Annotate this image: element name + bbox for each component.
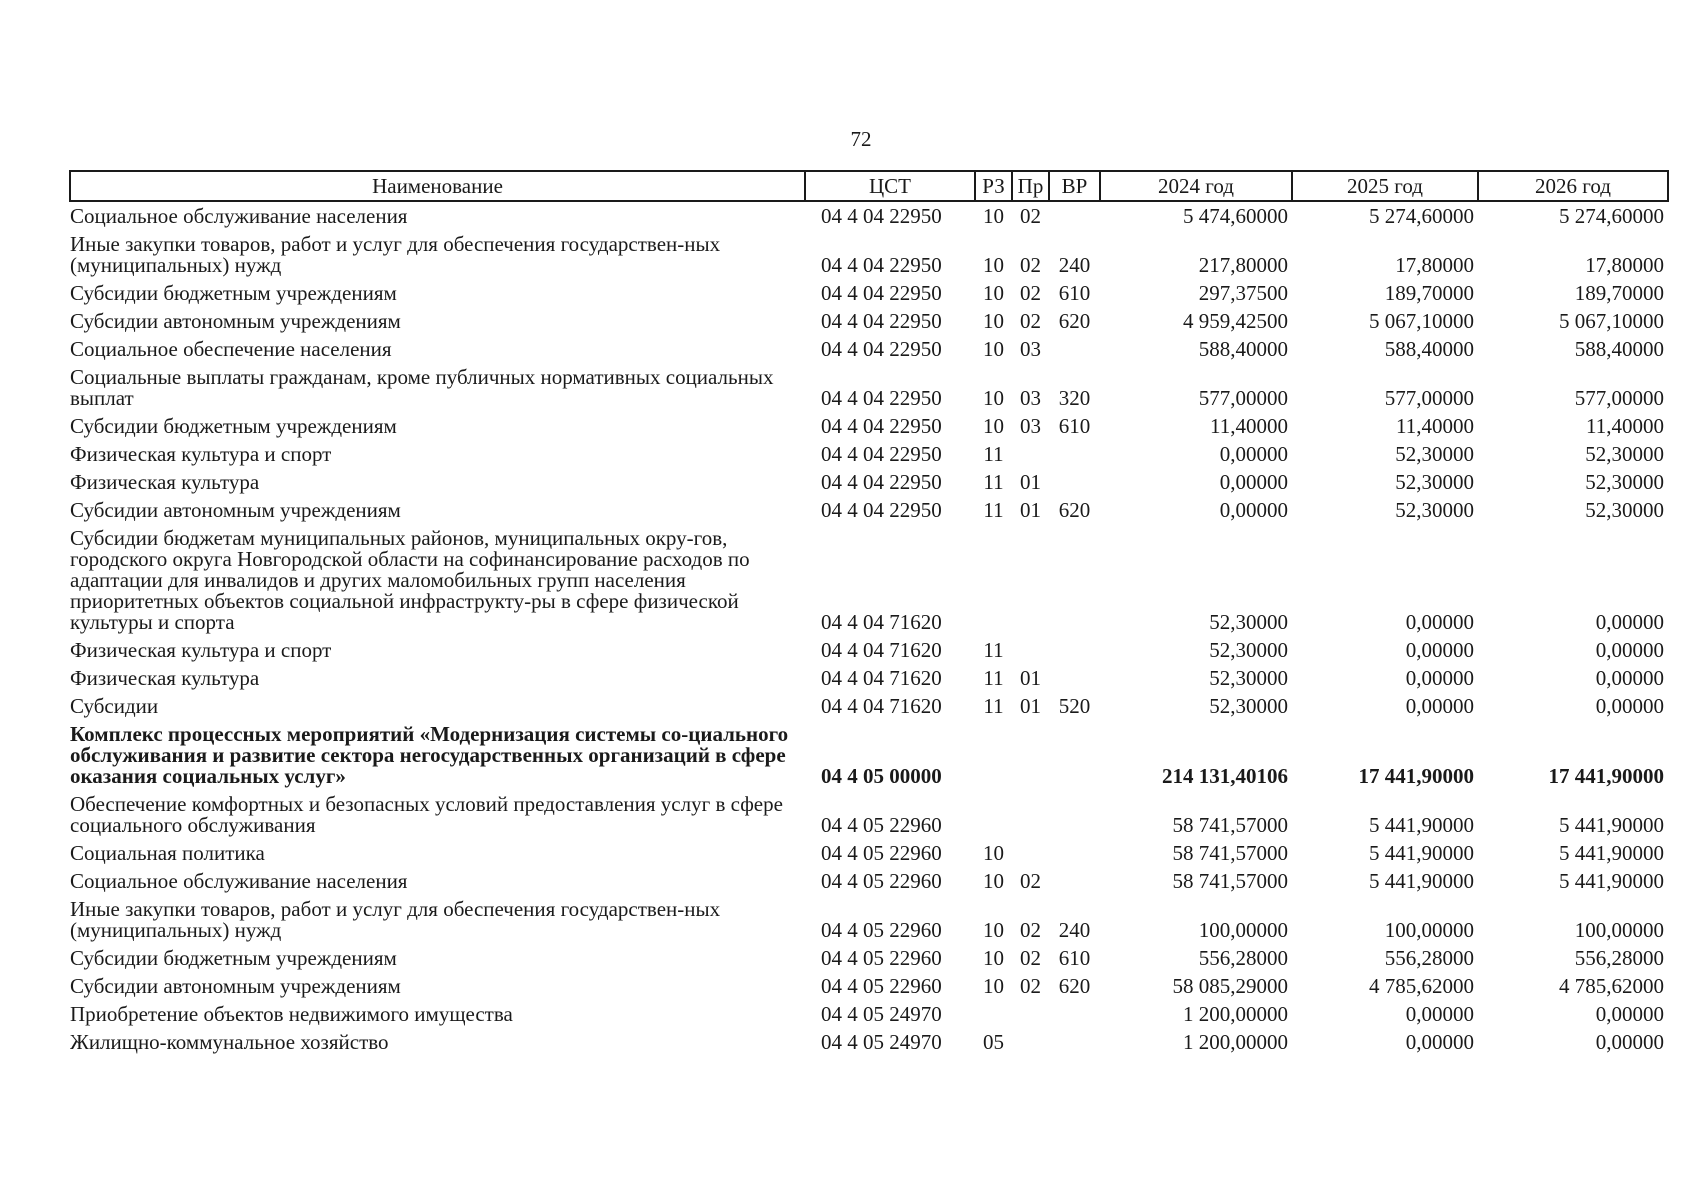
table-row bbox=[70, 1028, 1668, 1056]
cell-name: Субсидии бюджетным учреждениям bbox=[70, 946, 397, 970]
cell-2024: 556,28000 bbox=[1198, 946, 1288, 970]
cell-2025: 0,00000 bbox=[1405, 694, 1474, 718]
cell-rz: 10 bbox=[983, 841, 1004, 865]
table-row bbox=[70, 468, 1668, 496]
cell-cst: 04 4 05 22960 bbox=[821, 841, 942, 865]
table-row bbox=[70, 524, 1668, 636]
cell-2024: 52,30000 bbox=[1209, 610, 1288, 634]
cell-name: Жилищно-коммунальное хозяйство bbox=[70, 1030, 389, 1054]
cell-vr: 620 bbox=[1058, 309, 1091, 333]
cell-2024: 52,30000 bbox=[1209, 666, 1288, 690]
table-row bbox=[70, 692, 1668, 720]
cell-cst: 04 4 04 22950 bbox=[821, 414, 942, 438]
cell-cst: 04 4 04 71620 bbox=[821, 610, 942, 634]
header-2024: 2024 год bbox=[1100, 171, 1292, 201]
cell-2024: 100,00000 bbox=[1198, 918, 1288, 942]
cell-2026: 4 785,62000 bbox=[1559, 974, 1664, 998]
cell-cst: 04 4 05 22960 bbox=[821, 813, 942, 837]
cell-vr: 620 bbox=[1058, 498, 1091, 522]
cell-2025: 0,00000 bbox=[1405, 1030, 1474, 1054]
cell-name: Социальное обслуживание населения bbox=[70, 869, 408, 893]
cell-2024: 217,80000 bbox=[1198, 253, 1288, 277]
cell-vr bbox=[1049, 1028, 1100, 1056]
cell-2025: 556,28000 bbox=[1384, 946, 1474, 970]
cell-name: Субсидии автономным учреждениям bbox=[70, 498, 401, 522]
cell-pr: 01 bbox=[1020, 694, 1041, 718]
cell-name: Социальное обслуживание населения bbox=[70, 204, 408, 228]
cell-2026: 5 441,90000 bbox=[1559, 841, 1664, 865]
cell-vr bbox=[1049, 636, 1100, 664]
cell-2025: 4 785,62000 bbox=[1369, 974, 1474, 998]
cell-cst: 04 4 04 22950 bbox=[821, 498, 942, 522]
cell-name: Социальные выплаты гражданам, кроме публичных нормативных социальных выплат bbox=[70, 365, 774, 410]
cell-2026: 0,00000 bbox=[1595, 610, 1664, 634]
cell-2026: 17,80000 bbox=[1585, 253, 1664, 277]
cell-pr: 03 bbox=[1020, 414, 1041, 438]
cell-name: Приобретение объектов недвижимого имущества bbox=[70, 1002, 513, 1026]
cell-2024: 52,30000 bbox=[1209, 694, 1288, 718]
cell-cst: 04 4 05 22960 bbox=[821, 946, 942, 970]
cell-vr bbox=[1049, 440, 1100, 468]
cell-vr bbox=[1049, 468, 1100, 496]
cell-2025: 17 441,90000 bbox=[1358, 764, 1474, 788]
table-row bbox=[70, 440, 1668, 468]
cell-rz: 10 bbox=[983, 309, 1004, 333]
cell-2026: 52,30000 bbox=[1585, 470, 1664, 494]
cell-cst: 04 4 05 24970 bbox=[821, 1002, 942, 1026]
cell-2024: 0,00000 bbox=[1219, 498, 1288, 522]
cell-2025: 577,00000 bbox=[1384, 386, 1474, 410]
cell-2026: 588,40000 bbox=[1574, 337, 1664, 361]
cell-pr: 01 bbox=[1020, 666, 1041, 690]
cell-rz: 11 bbox=[983, 694, 1004, 718]
cell-2026: 0,00000 bbox=[1595, 666, 1664, 690]
table-row bbox=[70, 279, 1668, 307]
cell-vr bbox=[1049, 201, 1100, 230]
cell-2026: 0,00000 bbox=[1595, 694, 1664, 718]
cell-rz: 11 bbox=[983, 470, 1004, 494]
cell-2026: 556,28000 bbox=[1574, 946, 1664, 970]
table-row bbox=[70, 944, 1668, 972]
table-row bbox=[70, 201, 1668, 230]
cell-pr: 02 bbox=[1020, 281, 1041, 305]
cell-2024: 0,00000 bbox=[1219, 442, 1288, 466]
cell-rz: 10 bbox=[983, 869, 1004, 893]
cell-rz bbox=[975, 524, 1012, 636]
cell-2024: 297,37500 bbox=[1198, 281, 1288, 305]
table-row bbox=[70, 496, 1668, 524]
cell-2025: 11,40000 bbox=[1396, 414, 1474, 438]
cell-pr bbox=[1012, 720, 1049, 790]
budget-table bbox=[69, 170, 1669, 1056]
cell-2026: 189,70000 bbox=[1574, 281, 1664, 305]
cell-2026: 100,00000 bbox=[1574, 918, 1664, 942]
cell-2024: 58 741,57000 bbox=[1172, 813, 1288, 837]
cell-2026: 52,30000 bbox=[1585, 442, 1664, 466]
cell-name: Физическая культура и спорт bbox=[70, 442, 332, 466]
table-row bbox=[70, 664, 1668, 692]
cell-cst: 04 4 04 22950 bbox=[821, 281, 942, 305]
cell-rz bbox=[975, 1000, 1012, 1028]
cell-2024: 52,30000 bbox=[1209, 638, 1288, 662]
cell-name: Комплекс процессных мероприятий «Модернизация системы со-циального обслуживания и развитие сектора негосударственных организаций в сфере оказания социальных услуг» bbox=[70, 722, 789, 788]
header-vr: ВР bbox=[1049, 171, 1100, 201]
header-cst: ЦСТ bbox=[805, 171, 975, 201]
page-number: 72 bbox=[850, 127, 872, 151]
cell-2025: 52,30000 bbox=[1395, 442, 1474, 466]
cell-cst: 04 4 04 71620 bbox=[821, 638, 942, 662]
cell-pr: 02 bbox=[1020, 918, 1041, 942]
cell-2026: 577,00000 bbox=[1574, 386, 1664, 410]
cell-2025: 0,00000 bbox=[1405, 638, 1474, 662]
cell-2024: 5 474,60000 bbox=[1183, 204, 1288, 228]
cell-2024: 58 741,57000 bbox=[1172, 841, 1288, 865]
cell-name: Субсидии бюджетам муниципальных районов, муниципальных окру-гов, городского округа Новгородской области на софинансирование расходов по адаптации для инвалидов и других маломобильных групп населения приоритетных объектов социальной инфраструкту-ры в сфере физической культуры и спорта bbox=[70, 526, 750, 634]
cell-name: Физическая культура bbox=[70, 470, 260, 494]
table-row bbox=[70, 1000, 1668, 1028]
cell-name: Субсидии бюджетным учреждениям bbox=[70, 414, 397, 438]
cell-2025: 5 274,60000 bbox=[1369, 204, 1474, 228]
cell-2024: 11,40000 bbox=[1210, 414, 1288, 438]
cell-2025: 100,00000 bbox=[1384, 918, 1474, 942]
cell-vr bbox=[1049, 1000, 1100, 1028]
cell-pr: 03 bbox=[1020, 337, 1041, 361]
cell-2024: 214 131,40106 bbox=[1162, 764, 1288, 788]
table-row bbox=[70, 867, 1668, 895]
cell-cst: 04 4 05 00000 bbox=[821, 764, 942, 788]
header-row bbox=[70, 171, 1668, 201]
cell-name: Субсидии бюджетным учреждениям bbox=[70, 281, 397, 305]
cell-vr: 610 bbox=[1058, 281, 1091, 305]
cell-2024: 588,40000 bbox=[1198, 337, 1288, 361]
cell-name: Обеспечение комфортных и безопасных условий предоставления услуг в сфере социального обслуживания bbox=[70, 792, 783, 837]
cell-name: Иные закупки товаров, работ и услуг для обеспечения государствен-ных (муниципальных) нужд bbox=[70, 232, 721, 277]
cell-pr: 02 bbox=[1020, 946, 1041, 970]
table-row bbox=[70, 839, 1668, 867]
cell-rz: 10 bbox=[983, 946, 1004, 970]
header-rz: РЗ bbox=[975, 171, 1012, 201]
cell-cst: 04 4 05 22960 bbox=[821, 974, 942, 998]
cell-cst: 04 4 04 22950 bbox=[821, 442, 942, 466]
cell-name: Физическая культура bbox=[70, 666, 260, 690]
cell-pr: 02 bbox=[1020, 974, 1041, 998]
cell-rz: 10 bbox=[983, 253, 1004, 277]
table-row bbox=[70, 307, 1668, 335]
cell-pr bbox=[1012, 1028, 1049, 1056]
table-row bbox=[70, 636, 1668, 664]
cell-pr: 03 bbox=[1020, 386, 1041, 410]
cell-pr: 02 bbox=[1020, 869, 1041, 893]
cell-name: Иные закупки товаров, работ и услуг для обеспечения государствен-ных (муниципальных) нужд bbox=[70, 897, 721, 942]
cell-2025: 5 441,90000 bbox=[1369, 869, 1474, 893]
cell-2025: 5 441,90000 bbox=[1369, 841, 1474, 865]
cell-rz: 10 bbox=[983, 918, 1004, 942]
cell-rz: 10 bbox=[983, 386, 1004, 410]
cell-vr: 610 bbox=[1058, 946, 1091, 970]
cell-2025: 189,70000 bbox=[1384, 281, 1474, 305]
cell-name: Физическая культура и спорт bbox=[70, 638, 332, 662]
cell-2026: 5 441,90000 bbox=[1559, 869, 1664, 893]
cell-2025: 0,00000 bbox=[1405, 1002, 1474, 1026]
cell-rz: 10 bbox=[983, 414, 1004, 438]
cell-rz: 10 bbox=[983, 974, 1004, 998]
cell-vr bbox=[1049, 867, 1100, 895]
cell-2025: 0,00000 bbox=[1405, 610, 1474, 634]
cell-2024: 577,00000 bbox=[1198, 386, 1288, 410]
cell-pr bbox=[1012, 1000, 1049, 1028]
table-row bbox=[70, 412, 1668, 440]
header-pr: Пр bbox=[1012, 171, 1049, 201]
cell-rz bbox=[975, 790, 1012, 839]
cell-cst: 04 4 05 24970 bbox=[821, 1030, 942, 1054]
cell-pr bbox=[1012, 636, 1049, 664]
cell-rz: 10 bbox=[983, 337, 1004, 361]
cell-pr bbox=[1012, 440, 1049, 468]
cell-vr: 610 bbox=[1058, 414, 1091, 438]
cell-name: Субсидии автономным учреждениям bbox=[70, 309, 401, 333]
cell-2025: 5 441,90000 bbox=[1369, 813, 1474, 837]
cell-2024: 58 085,29000 bbox=[1172, 974, 1288, 998]
table-row bbox=[70, 363, 1668, 412]
cell-rz: 11 bbox=[983, 442, 1004, 466]
header-name: Наименование bbox=[70, 171, 805, 201]
cell-cst: 04 4 04 22950 bbox=[821, 470, 942, 494]
cell-2024: 1 200,00000 bbox=[1183, 1030, 1288, 1054]
cell-vr: 240 bbox=[1058, 918, 1091, 942]
cell-pr: 02 bbox=[1020, 204, 1041, 228]
table-body bbox=[70, 201, 1668, 1056]
cell-2025: 588,40000 bbox=[1384, 337, 1474, 361]
cell-name: Субсидии bbox=[70, 694, 159, 718]
table-row bbox=[70, 230, 1668, 279]
cell-2026: 0,00000 bbox=[1595, 1002, 1664, 1026]
cell-rz: 10 bbox=[983, 204, 1004, 228]
cell-2025: 5 067,10000 bbox=[1369, 309, 1474, 333]
cell-2026: 11,40000 bbox=[1586, 414, 1664, 438]
cell-cst: 04 4 04 22950 bbox=[821, 309, 942, 333]
cell-2024: 0,00000 bbox=[1219, 470, 1288, 494]
cell-pr: 02 bbox=[1020, 253, 1041, 277]
cell-cst: 04 4 04 22950 bbox=[821, 386, 942, 410]
cell-vr: 520 bbox=[1058, 694, 1091, 718]
cell-cst: 04 4 05 22960 bbox=[821, 869, 942, 893]
cell-pr: 01 bbox=[1020, 470, 1041, 494]
cell-rz: 11 bbox=[983, 638, 1004, 662]
cell-vr bbox=[1049, 839, 1100, 867]
cell-2026: 0,00000 bbox=[1595, 1030, 1664, 1054]
cell-name: Социальная политика bbox=[70, 841, 265, 865]
cell-pr bbox=[1012, 524, 1049, 636]
cell-vr bbox=[1049, 790, 1100, 839]
table-row bbox=[70, 720, 1668, 790]
cell-rz: 10 bbox=[983, 281, 1004, 305]
cell-vr bbox=[1049, 720, 1100, 790]
cell-2025: 17,80000 bbox=[1395, 253, 1474, 277]
table-row bbox=[70, 790, 1668, 839]
cell-2026: 0,00000 bbox=[1595, 638, 1664, 662]
cell-cst: 04 4 04 22950 bbox=[821, 337, 942, 361]
cell-2026: 5 067,10000 bbox=[1559, 309, 1664, 333]
cell-2025: 52,30000 bbox=[1395, 470, 1474, 494]
cell-cst: 04 4 04 22950 bbox=[821, 253, 942, 277]
cell-vr bbox=[1049, 335, 1100, 363]
cell-2026: 52,30000 bbox=[1585, 498, 1664, 522]
cell-vr: 620 bbox=[1058, 974, 1091, 998]
cell-2024: 58 741,57000 bbox=[1172, 869, 1288, 893]
cell-cst: 04 4 05 22960 bbox=[821, 918, 942, 942]
cell-pr bbox=[1012, 790, 1049, 839]
cell-vr bbox=[1049, 524, 1100, 636]
cell-vr bbox=[1049, 664, 1100, 692]
table-row bbox=[70, 335, 1668, 363]
cell-2026: 5 274,60000 bbox=[1559, 204, 1664, 228]
cell-cst: 04 4 04 71620 bbox=[821, 694, 942, 718]
header-2026: 2026 год bbox=[1478, 171, 1668, 201]
cell-cst: 04 4 04 22950 bbox=[821, 204, 942, 228]
cell-vr: 240 bbox=[1058, 253, 1091, 277]
cell-rz: 11 bbox=[983, 498, 1004, 522]
cell-name: Субсидии автономным учреждениям bbox=[70, 974, 401, 998]
cell-rz: 11 bbox=[983, 666, 1004, 690]
cell-2026: 17 441,90000 bbox=[1548, 764, 1664, 788]
cell-2025: 52,30000 bbox=[1395, 498, 1474, 522]
table-row bbox=[70, 895, 1668, 944]
cell-vr: 320 bbox=[1058, 386, 1091, 410]
cell-pr bbox=[1012, 839, 1049, 867]
cell-rz: 05 bbox=[983, 1030, 1004, 1054]
cell-rz bbox=[975, 720, 1012, 790]
cell-2025: 0,00000 bbox=[1405, 666, 1474, 690]
header-2025: 2025 год bbox=[1292, 171, 1478, 201]
cell-pr: 01 bbox=[1020, 498, 1041, 522]
table-row bbox=[70, 972, 1668, 1000]
cell-name: Социальное обеспечение населения bbox=[70, 337, 392, 361]
table-header bbox=[70, 171, 1668, 201]
cell-pr: 02 bbox=[1020, 309, 1041, 333]
cell-2024: 4 959,42500 bbox=[1183, 309, 1288, 333]
cell-cst: 04 4 04 71620 bbox=[821, 666, 942, 690]
cell-2026: 5 441,90000 bbox=[1559, 813, 1664, 837]
cell-2024: 1 200,00000 bbox=[1183, 1002, 1288, 1026]
